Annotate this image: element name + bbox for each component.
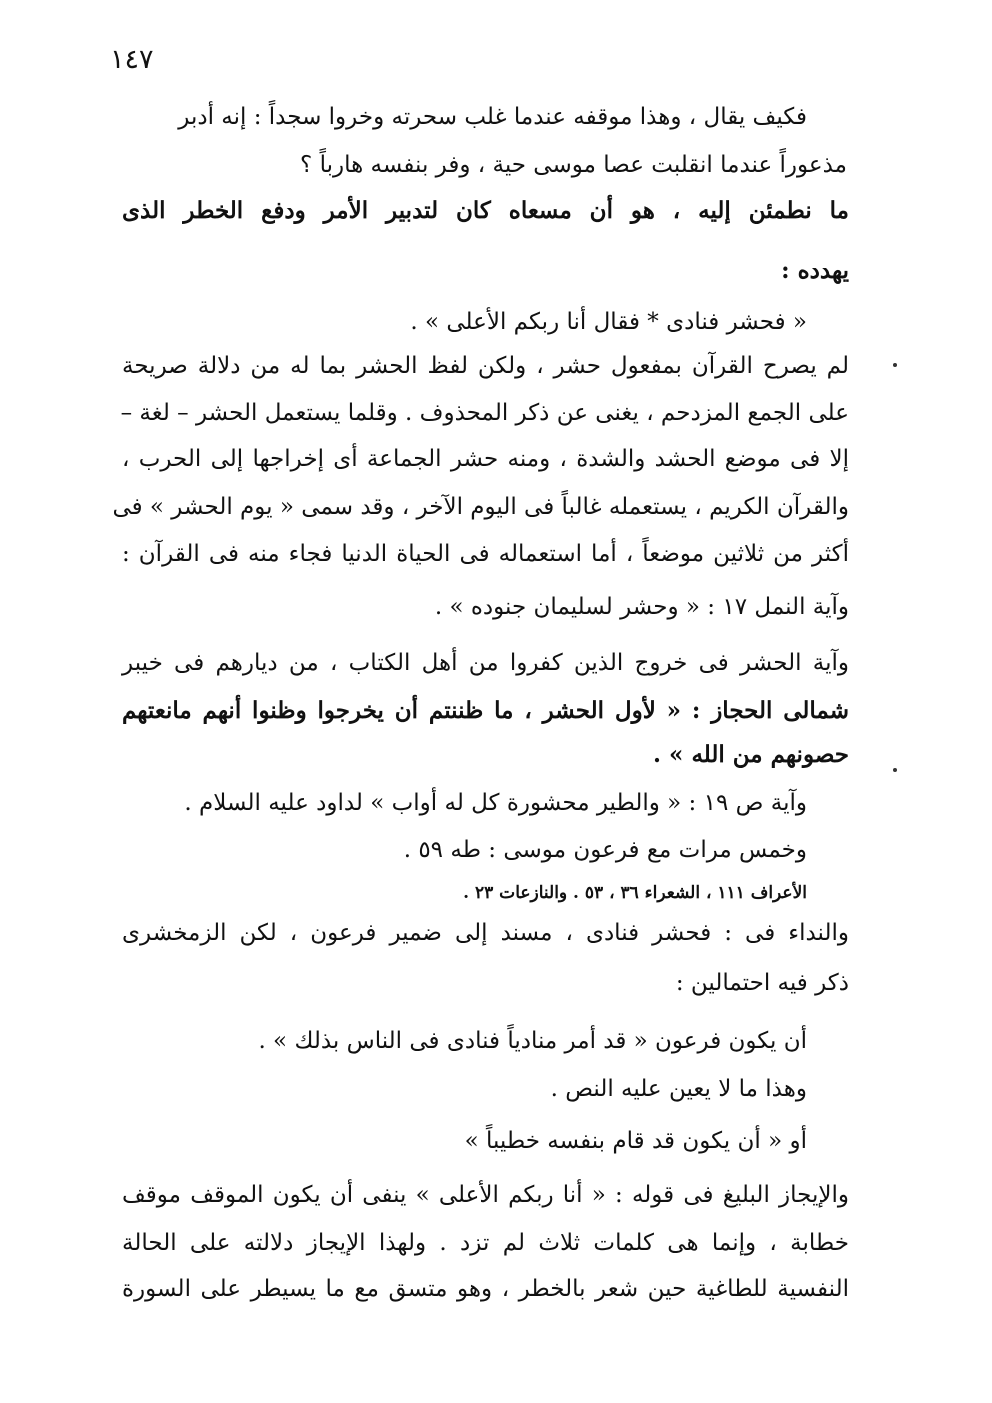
text-line-22: أو « أن يكون قد قام بنفسه خطيباً » (464, 1128, 807, 1154)
text-line-1: فكيف يقال ، وهذا موقفه عندما غلب سحرته وخروا سجداً : إنه أدبر (178, 104, 807, 130)
text-line-8: إلا فى موضع الحشد والشدة ، ومنه حشر الجماعة أى إخراجها إلى الحرب ، (122, 446, 849, 472)
text-line-17: الأعراف ١١١ ، الشعراء ٣٦ ، ٥٣ . والنازعات ٢٣ . (463, 883, 807, 903)
text-line-10: أكثر من ثلاثين موضعاً ، أما استعماله فى الحياة الدنيا فجاء منه فى القرآن : (122, 541, 849, 567)
text-line-4: يهدده : (781, 257, 849, 284)
text-line-25: النفسية للطاغية حين شعر بالخطر ، وهو متسق مع ما يسيطر على السورة (122, 1276, 849, 1302)
text-line-19: ذكر فيه احتمالين : (675, 970, 849, 996)
text-line-23: والإيجاز البليغ فى قوله : « أنا ربكم الأعلى » ينفى أن يكون الموقف موقف (122, 1182, 849, 1208)
text-line-12: وآية الحشر فى خروج الذين كفروا من أهل الكتاب ، من ديارهم فى خيبر (122, 650, 849, 676)
text-line-24: خطابة ، وإنما هى كلمات ثلاث لم تزد . ولهذا الإيجاز دلالته على الحالة (122, 1230, 849, 1256)
scan-speck (893, 363, 897, 367)
text-line-3: ما نطمئن إليه ، هو أن مسعاه كان لتدبير الأمر ودفع الخطر الذى (122, 197, 849, 224)
page-number: ١٤٧ (110, 44, 154, 75)
text-line-7: على الجمع المزدحم ، يغنى عن ذكر المحذوف . وقلما يستعمل الحشر – لغة – (120, 400, 849, 426)
quran-verse-1: « فحشر فنادى * فقال أنا ربكم الأعلى » . (410, 309, 807, 335)
text-line-2: مذعوراً عندما انقلبت عصا موسى حية ، وفر بنفسه هارباً ؟ (300, 152, 847, 178)
text-line-18: والنداء فى : فحشر فنادى ، مسند إلى ضمير فرعون ، لكن الزمخشرى (122, 920, 849, 946)
text-line-9: والقرآن الكريم ، يستعمله غالباً فى اليوم الآخر ، وقد سمى « يوم الحشر » فى (112, 494, 849, 520)
text-line-6: لم يصرح القرآن بمفعول حشر ، ولكن لفظ الحشر بما له من دلالة صريحة (122, 353, 849, 379)
text-line-16: وخمس مرات مع فرعون موسى : طه ٥٩ . (403, 837, 807, 863)
text-line-13: شمالى الحجاز : « لأول الحشر ، ما ظننتم أن يخرجوا وظنوا أنهم مانعتهم (122, 697, 849, 724)
text-line-14: حصونهم من الله » . (653, 741, 849, 768)
scan-speck (893, 768, 897, 772)
text-line-21: وهذا ما لا يعين عليه النص . (550, 1076, 807, 1102)
text-line-20: أن يكون فرعون « قد أمر منادياً فنادى فى الناس بذلك » . (258, 1028, 807, 1054)
text-line-11: وآية النمل ١٧ : « وحشر لسليمان جنوده » . (434, 594, 849, 620)
text-line-15: وآية ص ١٩ : « والطير محشورة كل له أواب » لداود عليه السلام . (184, 790, 807, 816)
